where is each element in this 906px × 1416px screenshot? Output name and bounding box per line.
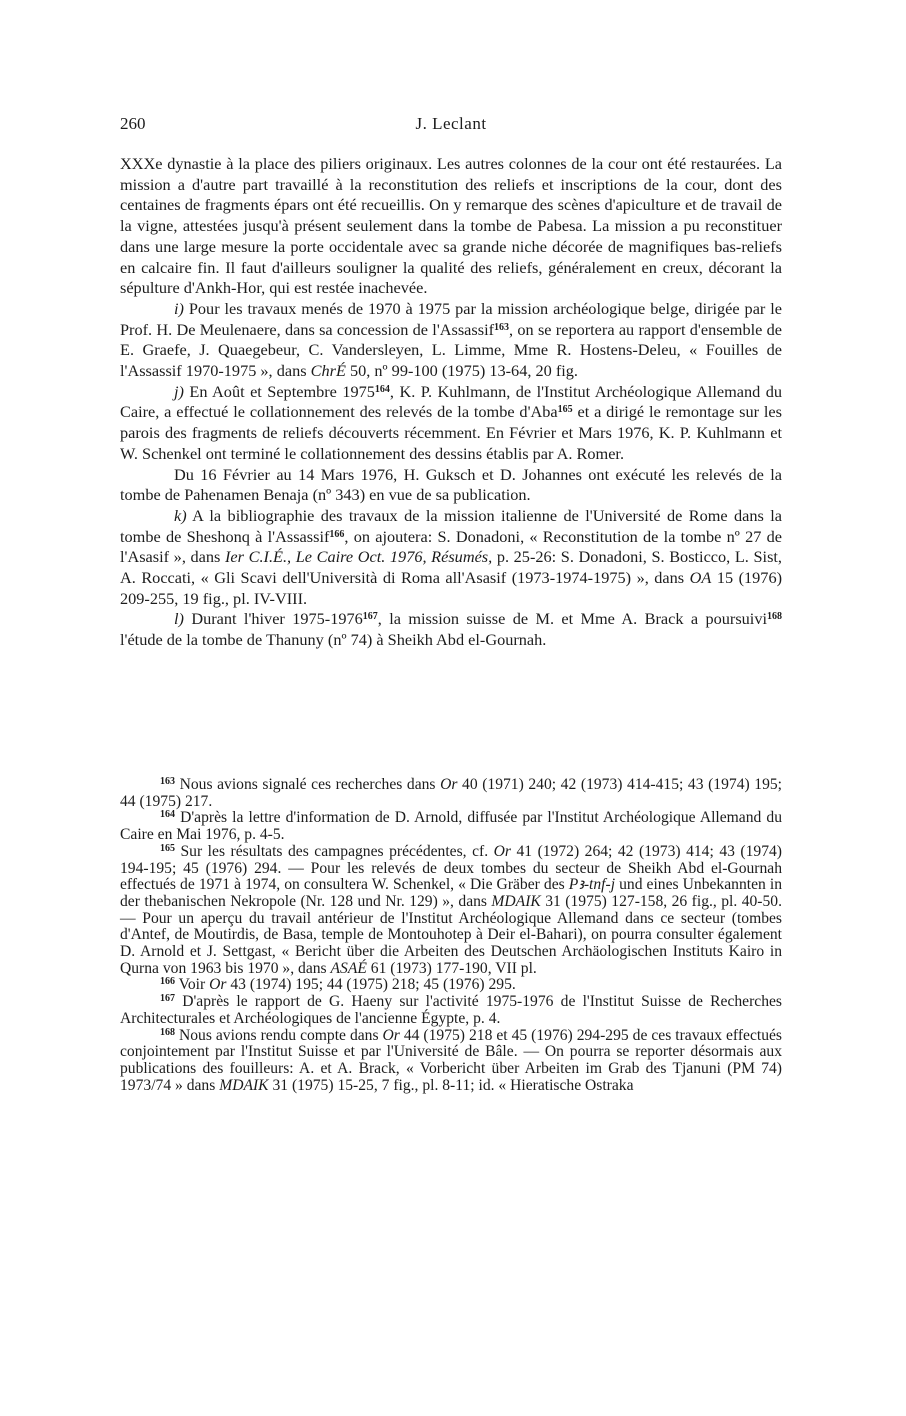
footnote-ref-167[interactable]: 167 (362, 611, 378, 623)
text-run: Durant l'hiver 1975-1976 (183, 609, 363, 629)
journal-title: OA (689, 568, 712, 588)
paragraph-j (120, 382, 782, 465)
text-run: 40 (1971) 240; 42 (1973) 414-415; 43 (1974) 195; 44 (1975) 217. (120, 776, 782, 810)
text-run: 15 (1976) 209-255, 19 fig., pl. IV-VIII. (120, 568, 783, 608)
text-run: Sur les résultats des campagnes précédentes, cf. (175, 842, 494, 860)
text-run: 31 (1975) 127-158, 26 fig., pl. 40-50. — Pour un aperçu du travail antérieur de l'Institut Archéologique Allemand dans ce secteur (tombes d'Antef, de Moutirdis, de Basa, temple de Montouhotep à Deir el-Bahari), on pourra consulter également D. Arnold et J. Settgast, « Bericht über die Arbeiten des Deutschen Archäologischen Instituts Kairo in Qurna von 1963 bis 1970 », dans (120, 892, 782, 977)
journal-title: Or (493, 842, 511, 860)
text-run: D'après le rapport de G. Haeny sur l'activité 1975-1976 de l'Institut Suisse de Recherches Architecturales et Archéologiques de l'ancienne Égypte, p. 4. (120, 993, 782, 1027)
text-run: 50, nº 99-100 (1975) 13-64, 20 fig. (345, 361, 578, 381)
journal-title: Or (382, 1026, 400, 1044)
text-run: Pour les travaux menés de 1970 à 1975 par la mission archéologique belge, dirigée par le Prof. H. De Meulenaere, dans sa concession de l'Assassif (120, 298, 782, 339)
text-run: Nous avions rendu compte dans (175, 1026, 383, 1044)
text-run: 43 (1974) 195; 44 (1975) 218; 45 (1976) 295. (226, 976, 516, 994)
text-run: 44 (1975) 218 et 45 (1976) 294-295 de ces travaux effectués conjointement par l'Institut Suisse et par l'Université de Bâle. — On pourra se reporter désormais aux publications des fouilleurs: A. et A. Brack, « Vorbericht über Arbeiten im Grab des Tjanuni (PM 74) 1973/74 » dans (120, 1026, 782, 1094)
text-run: A la bibliographie des travaux de la mission italienne de l'Université de Rome dans la tombe de Sheshonq à l'Assassif (120, 505, 782, 546)
text-run: 61 (1973) 177-190, VII pl. (366, 959, 537, 977)
text-run: , la mission suisse de M. et Mme A. Brack a poursuivi (377, 609, 767, 629)
text-run: et a dirigé le remontage sur les parois des fragments de reliefs découverts récemment. En Février et Mars 1976, K. P. Kuhlmann et W. Schenkel ont terminé le collationnement des dessins établis par A. Romer. (120, 402, 782, 463)
paragraph-label: j) (174, 381, 184, 401)
footnote-167 (120, 994, 782, 1027)
running-title: J. Leclant (415, 114, 487, 133)
text-run: , on ajoutera: S. Donadoni, « Reconstitution de la tombe nº 27 de l'Asasif », dans (120, 526, 782, 567)
footnote-ref-166[interactable]: 166 (329, 528, 345, 540)
footnote-number: 167 (160, 993, 175, 1005)
paragraph-l (120, 609, 782, 650)
footnote-165 (120, 844, 782, 978)
paragraph-k (120, 506, 782, 610)
footnote-number: 165 (160, 842, 175, 854)
journal-title: MDAIK (491, 892, 541, 910)
text-run: D'après la lettre d'information de D. Arnold, diffusée par l'Institut Archéologique Allemand du Caire en Mai 1976, p. 4-5. (120, 809, 782, 844)
egyptian-name: Pꜣ-tnf-j (568, 876, 616, 894)
text-run: Nous avions signalé ces recherches dans (175, 776, 441, 793)
paragraph-label: i) (174, 298, 184, 318)
text-run: , K. P. Kuhlmann, de l'Institut Archéologique Allemand du Caire, a effectué le collationnement des relevés de la tombe d'Aba (120, 381, 782, 422)
footnote-164 (120, 810, 782, 843)
journal-title: Or (209, 976, 227, 994)
paragraph-label: l) (174, 609, 184, 629)
text-run: 41 (1972) 264; 42 (1973) 414; 43 (1974) 194-195; 45 (1976) 294. — Pour les relevés de deux tombes du secteur de Sheikh Abd el-Gournah effectués de 1971 à 1974, on consultera W. Schenkel, « Die Gräber des (120, 842, 782, 894)
footnote-166 (120, 977, 782, 994)
footnote-ref-164[interactable]: 164 (374, 383, 390, 395)
journal-title: ChrÉ (310, 361, 346, 381)
footnote-ref-165[interactable]: 165 (557, 404, 573, 416)
journal-title: MDAIK (219, 1076, 269, 1094)
text-run: , on se reportera au rapport d'ensemble de E. Graefe, J. Quaegebeur, C. Vandersleyen, L. Limme, Mme R. Hostens-Deleu, « Fouilles de l'Assassif 1970-1975 », dans (120, 319, 782, 381)
text-run: 31 (1975) 15-25, 7 fig., pl. 8-11; id. « Hieratische Ostraka (268, 1076, 634, 1094)
footnote-168 (120, 1028, 782, 1095)
footnote-ref-168[interactable]: 168 (766, 611, 782, 623)
footnote-number: 166 (160, 976, 175, 988)
journal-title: ASAÉ (330, 959, 367, 977)
text-run: Voir (175, 976, 210, 994)
footnote-number: 168 (160, 1026, 175, 1038)
text-run: und eines Unbekannten in der thebanischen Nekropole (Nr. 128 und Nr. 129) », dans (120, 876, 782, 910)
footnote-number: 164 (160, 809, 175, 821)
footnote-163 (120, 777, 782, 810)
paragraph-label: k) (174, 505, 187, 525)
paragraph-i (120, 299, 782, 382)
paragraph-1: XXXe dynastie à la place des piliers originaux. Les autres colonnes de la cour ont été restaurées. La mission a d'autre part travaillé à la reconstitution des reliefs et inscriptions de la cour, dont des centaines de fragments épars ont été recueillis. On y remarque des scènes d'apiculture et de travail de la vigne, attestées jusqu'à présent seulement dans la tombe de Pabesa. La mission a pu reconstituer dans une large mesure la porte occidentale avec sa grande niche décorée de magnifiques bas-reliefs en calcaire fin. Il faut d'ailleurs souligner la qualité des reliefs, généralement en creux, décorant la sépulture d'Ankh-Hor, qui est restée inachevée. (120, 154, 782, 298)
text-run: En Août et Septembre 1975 (183, 381, 375, 401)
journal-title: Or (440, 776, 458, 793)
conference-title: Ier C.I.É., Le Caire Oct. 1976, Résumés, (224, 547, 493, 567)
footnote-ref-163[interactable]: 163 (494, 321, 510, 333)
text-run: l'étude de la tombe de Thanuny (nº 74) à Sheikh Abd el-Gournah. (120, 630, 547, 650)
main-text (120, 154, 782, 651)
text-run: p. 25-26: S. Donadoni, S. Bosticco, L. Sist, A. Roccati, « Gli Scavi dell'Università di Roma all'Asasif (1973-1974-1975) », dans (120, 547, 782, 588)
running-head (120, 114, 782, 136)
page-number: 260 (120, 114, 146, 133)
footnotes (120, 777, 782, 1094)
paragraph-4: Du 16 Février au 14 Mars 1976, H. Guksch et D. Johannes ont exécuté les relevés de la tombe de Pahenamen Benaja (nº 343) en vue de sa publication. (120, 464, 782, 505)
footnote-number: 163 (160, 776, 175, 787)
